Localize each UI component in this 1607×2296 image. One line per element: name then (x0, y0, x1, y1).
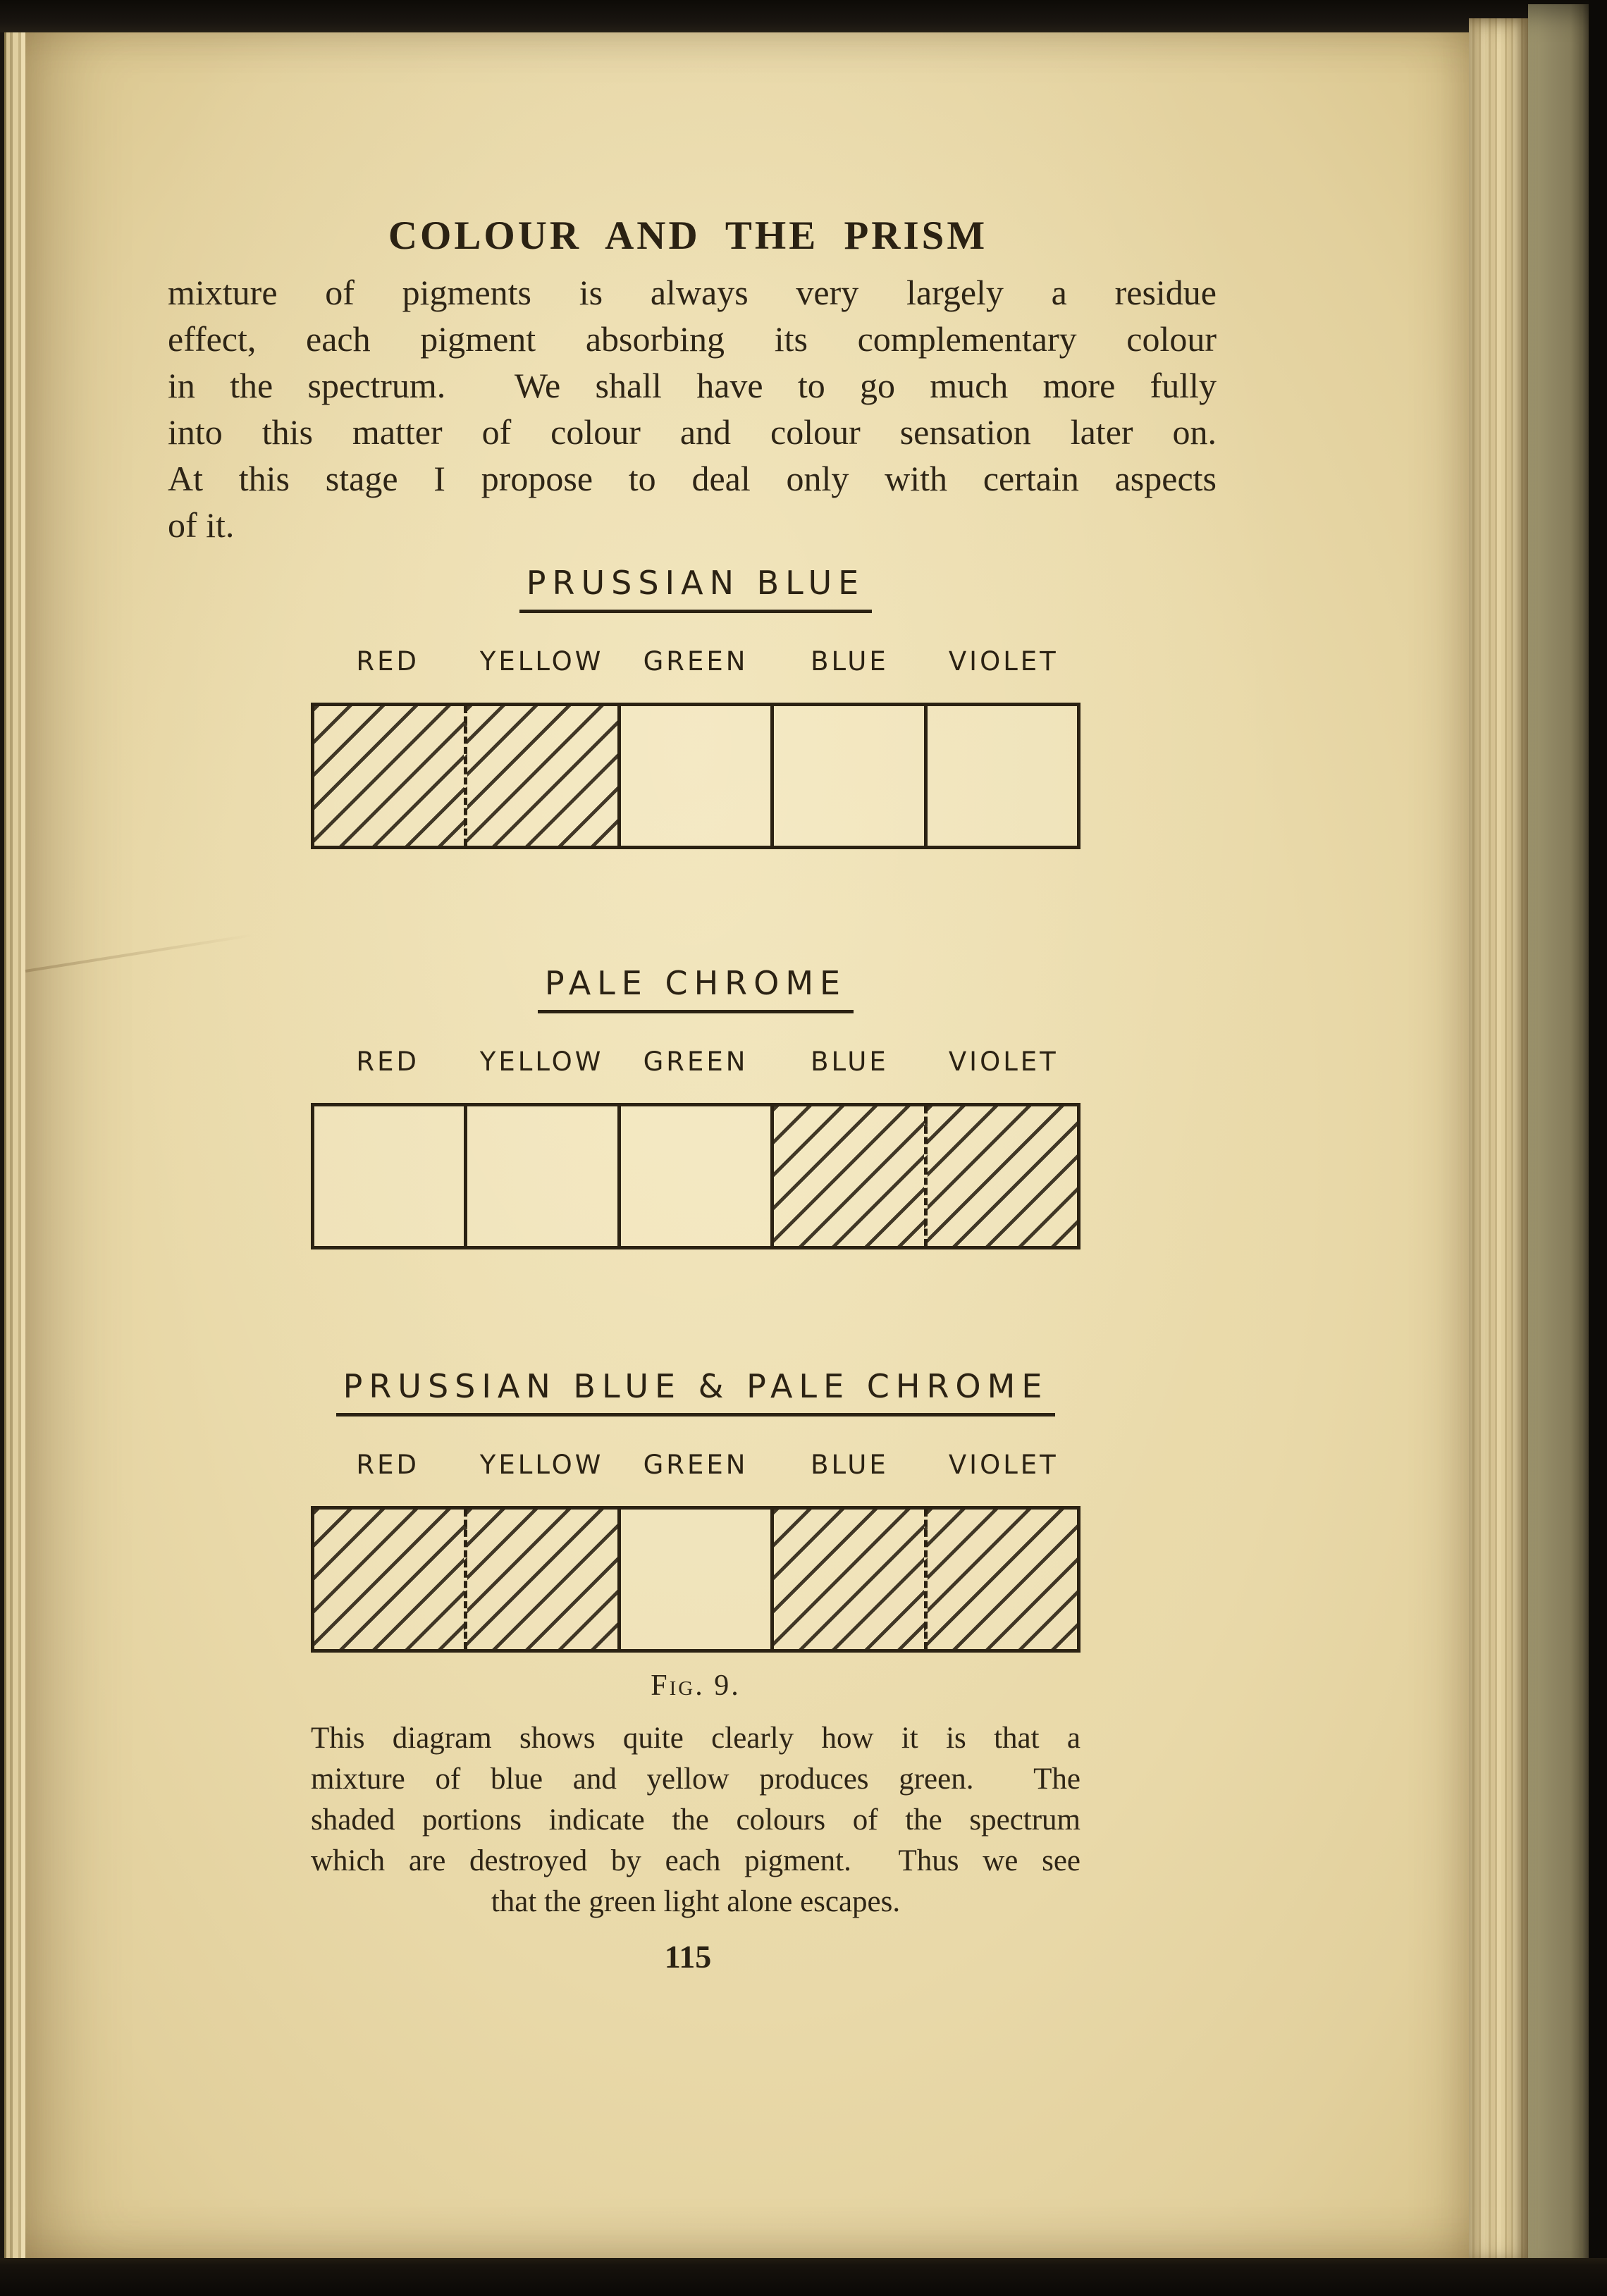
spectrum-labels (311, 646, 1080, 676)
spectrum-cell-blue (770, 1510, 923, 1649)
figure-caption-label: Fig. 9. (651, 1669, 741, 1702)
spectrum-label-violet: VIOLET (948, 1047, 1059, 1077)
spectrum-cell-green (617, 1106, 770, 1246)
spectrum-cell-yellow (464, 1106, 617, 1246)
spectrum-box (311, 703, 1080, 849)
spectrum-cell-violet (924, 1106, 1077, 1246)
spectrum-cell-green (617, 706, 770, 846)
spectrum-labels (311, 1450, 1080, 1479)
spectrum-cell-red (314, 1106, 464, 1246)
book-page (25, 32, 1469, 2258)
page-number: 115 (664, 1939, 712, 1975)
diagram-prussian-blue (311, 564, 1080, 849)
spectrum-label-blue: BLUE (811, 646, 889, 677)
spectrum-cell-red (314, 706, 464, 846)
left-page-edges (0, 32, 25, 2258)
paragraph-line: into this matter of colour and colour sensation later on. (168, 412, 1217, 452)
book-cover-top-edge (0, 0, 1589, 32)
caption-line: This diagram shows quite clearly how it is that a (311, 1722, 1080, 1755)
diagram-title-wrap (311, 564, 1080, 615)
spectrum-box (311, 1506, 1080, 1653)
spectrum-label-green: GREEN (643, 646, 749, 677)
figure-caption (311, 1718, 1080, 1922)
spectrum-cell-violet (924, 1510, 1077, 1649)
spectrum-label-yellow: YELLOW (479, 646, 604, 677)
paragraph-line: of it. (168, 505, 235, 545)
spectrum-cell-yellow (464, 706, 617, 846)
diagram-title: PALE CHROME (538, 965, 854, 1013)
diagram-prussian-blue-and-pale-chrome (311, 1368, 1080, 1653)
spectrum-label-yellow: YELLOW (479, 1047, 604, 1077)
book-cover-bottom-edge (0, 2258, 1607, 2296)
body-paragraph (168, 269, 1217, 548)
paragraph-line: mixture of pigments is always very largely a residue (168, 273, 1217, 312)
spectrum-cell-violet (924, 706, 1077, 846)
caption-line: shaded portions indicate the colours of the spectrum (311, 1803, 1080, 1837)
spectrum-label-blue: BLUE (811, 1047, 889, 1077)
page-stack-edge (1469, 18, 1528, 2265)
diagram-title-wrap (311, 965, 1080, 1016)
spectrum-label-green: GREEN (643, 1047, 749, 1077)
spectrum-label-blue: BLUE (811, 1450, 889, 1480)
spectrum-cell-blue (770, 1106, 923, 1246)
caption-line: which are destroyed by each pigment. Thus we see (311, 1844, 1080, 1877)
book-cover-right (1528, 4, 1589, 2289)
spectrum-cell-green (617, 1510, 770, 1649)
paragraph-line: effect, each pigment absorbing its complementary colour (168, 319, 1217, 359)
spectrum-cell-yellow (464, 1510, 617, 1649)
diagram-title: PRUSSIAN BLUE (519, 564, 872, 613)
spectrum-label-violet: VIOLET (948, 1450, 1059, 1480)
spectrum-label-violet: VIOLET (948, 646, 1059, 677)
caption-line: mixture of blue and yellow produces green. The (311, 1763, 1080, 1796)
spectrum-label-red: RED (356, 646, 419, 677)
page-title: COLOUR AND THE PRISM (388, 214, 988, 258)
page-crease (25, 933, 256, 973)
spectrum-cell-red (314, 1510, 464, 1649)
spectrum-box (311, 1103, 1080, 1249)
spectrum-label-red: RED (356, 1047, 419, 1077)
paragraph-line: in the spectrum. We shall have to go much more fully (168, 366, 1217, 405)
paragraph-line: At this stage I propose to deal only with certain aspects (168, 459, 1217, 498)
spectrum-label-red: RED (356, 1450, 419, 1480)
spectrum-labels (311, 1047, 1080, 1076)
spectrum-label-green: GREEN (643, 1450, 749, 1480)
diagram-title: PRUSSIAN BLUE & PALE CHROME (336, 1368, 1056, 1417)
diagram-pale-chrome (311, 965, 1080, 1249)
spectrum-label-yellow: YELLOW (479, 1450, 604, 1480)
scan-right-border (1589, 0, 1607, 2296)
caption-line: that the green light alone escapes. (491, 1885, 901, 1918)
spectrum-cell-blue (770, 706, 923, 846)
diagram-title-wrap (311, 1368, 1080, 1419)
